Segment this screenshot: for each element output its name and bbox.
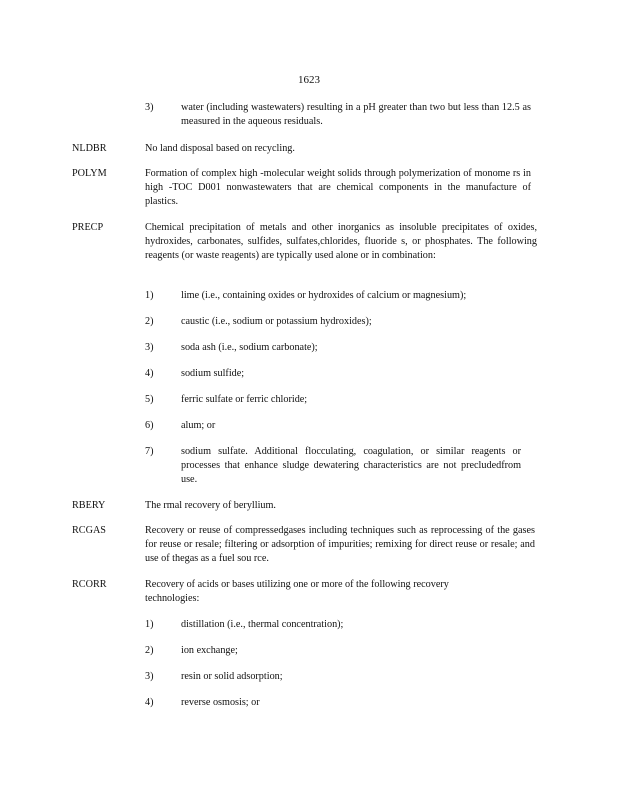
list-item: ferric sulfate or ferric chloride; xyxy=(181,394,308,405)
list-item-number: 7) xyxy=(145,446,154,457)
list-item-number: 1) xyxy=(145,290,154,301)
list-item: ion exchange; xyxy=(181,645,238,656)
list-item: reverse osmosis; or xyxy=(181,697,260,708)
definition-precp: Chemical precipitation of metals and other inorganics as insoluble precipitates of oxides, hydroxides, carbonates, sulfides, sulfates,chlorides, fluoride s, or phosphates. The following reagents (or waste reagents) are typically used alone or in combination: xyxy=(145,222,537,261)
term-polym: POLYM xyxy=(72,168,107,179)
list-item: soda ash (i.e., sodium carbonate); xyxy=(181,342,318,353)
page-number: 1623 xyxy=(298,74,320,86)
definition-rbery: The rmal recovery of beryllium. xyxy=(145,500,276,511)
list-item-number: 4) xyxy=(145,368,154,379)
list-item: water (including wastewaters) resulting in a pH greater than two but less than 12.5 as measured in the aqueous residuals. xyxy=(181,102,531,127)
definition-rcorr: Recovery of acids or bases utilizing one or more of the following recovery technologies: xyxy=(145,579,449,604)
list-item: sodium sulfide; xyxy=(181,368,245,379)
list-item: caustic (i.e., sodium or potassium hydroxides); xyxy=(181,316,372,327)
list-item-number: 4) xyxy=(145,697,154,708)
list-item-number: 5) xyxy=(145,394,154,405)
term-rcorr: RCORR xyxy=(72,579,107,590)
list-item-number: 3) xyxy=(145,102,154,113)
list-item-number: 2) xyxy=(145,645,154,656)
term-rbery: RBERY xyxy=(72,500,106,511)
list-item-number: 3) xyxy=(145,342,154,353)
term-precp: PRECP xyxy=(72,222,104,233)
list-item: resin or solid adsorption; xyxy=(181,671,283,682)
list-item: alum; or xyxy=(181,420,216,431)
definition-polym: Formation of complex high -molecular weight solids through polymerization of monome rs in high -TOC D001 nonwastewaters that are chemical components in the manufacture of plastics. xyxy=(145,168,531,207)
list-item-number: 6) xyxy=(145,420,154,431)
list-item-number: 1) xyxy=(145,619,154,630)
term-rcgas: RCGAS xyxy=(72,525,106,536)
definition-rcgas: Recovery or reuse of compressedgases including techniques such as reprocessing of the gases for reuse or resale; filtering or adsorption of impurities; remixing for direct reuse or resale; and use of thegas as a fuel sou rce. xyxy=(145,525,535,564)
list-item: lime (i.e., containing oxides or hydroxides of calcium or magnesium); xyxy=(181,290,467,301)
list-item: sodium sulfate. Additional flocculating, coagulation, or similar reagents or processes that enhance sludge dewatering characteristics are not precludedfrom use. xyxy=(181,446,521,485)
list-item-number: 2) xyxy=(145,316,154,327)
term-nldbr: NLDBR xyxy=(72,143,107,154)
list-item: distillation (i.e., thermal concentration); xyxy=(181,619,344,630)
definition-nldbr: No land disposal based on recycling. xyxy=(145,143,295,154)
list-item-number: 3) xyxy=(145,671,154,682)
